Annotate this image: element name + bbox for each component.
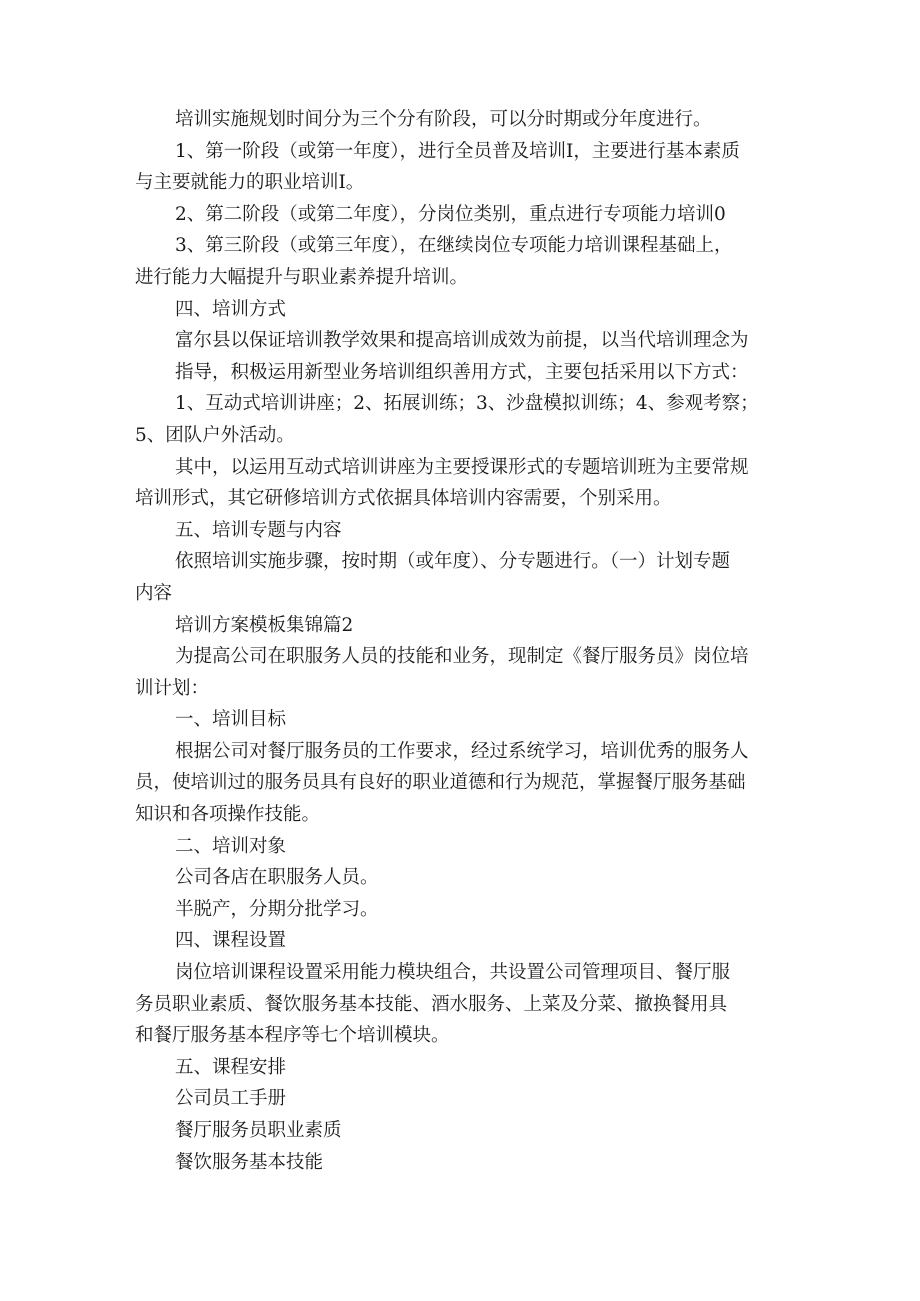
text-line: 知识和各项操作技能。: [135, 804, 321, 826]
section-heading: 二、培训对象: [175, 835, 287, 857]
section-heading: 五、课程安排: [175, 1056, 287, 1078]
text-line: 训计划：: [135, 677, 210, 699]
text-line: 培训形式，其它研修培训方式依据具体培训内容需要，个别采用。: [135, 488, 672, 510]
text-line: 与主要就能力的职业培训I。: [135, 172, 365, 194]
text-line: 餐饮服务基本技能: [175, 1151, 324, 1173]
text-line: 半脱产，分期分批学习。: [175, 898, 379, 920]
text-line: 员，使培训过的服务员具有良好的职业道德和行为规范，掌握餐厅服务基础: [135, 772, 746, 794]
text-line: 1、第一阶段（或第一年度），进行全员普及培训I，主要进行基本素质: [175, 140, 740, 162]
text-line: 和餐厅服务基本程序等七个培训模块。: [135, 1025, 450, 1047]
text-line: 依照培训实施步骤，按时期（或年度）、分专题进行。（一）计划专题: [175, 551, 731, 573]
text-line: 5、团队户外活动。: [135, 424, 295, 446]
section-heading: 一、培训目标: [175, 709, 287, 731]
text-line: 2、第二阶段（或第二年度），分岗位类别，重点进行专项能力培训0: [175, 203, 726, 225]
text-line: 公司各店在职服务人员。: [175, 867, 379, 889]
text-line: 培训实施规划时间分为三个分有阶段，可以分时期或分年度进行。: [175, 109, 712, 130]
text-line: 1、互动式培训讲座；2、拓展训练；3、沙盘模拟训练；4、参观考察；: [175, 393, 759, 415]
text-line: 岗位培训课程设置采用能力模块组合，共设置公司管理项目、餐厅服: [175, 962, 731, 984]
text-line: 内容: [135, 582, 173, 604]
text-line: 进行能力大幅提升与职业素养提升培训。: [135, 266, 469, 288]
text-line: 3、第三阶段（或第三年度），在继续岗位专项能力培训课程基础上，: [175, 235, 733, 257]
section-heading: 四、培训方式: [175, 298, 287, 320]
section-heading: 四、课程设置: [175, 930, 287, 952]
text-line: 其中，以运用互动式培训讲座为主要授课形式的专题培训班为主要常规: [175, 456, 749, 478]
text-line: 根据公司对餐厅服务员的工作要求，经过系统学习，培训优秀的服务人: [175, 740, 749, 762]
document-subtitle: 培训方案模板集锦篇2: [175, 614, 354, 636]
section-heading: 五、培训专题与内容: [175, 519, 342, 541]
text-line: 富尔县以保证培训教学效果和提高培训成效为前提，以当代培训理念为: [175, 330, 749, 352]
document-body: [135, 104, 791, 1178]
text-line: 公司员工手册: [175, 1088, 287, 1110]
text-line: 为提高公司在职服务人员的技能和业务，现制定《餐厅服务员》岗位培: [175, 646, 749, 668]
text-line: 餐厅服务员职业素质: [175, 1120, 342, 1141]
text-line: 指导，积极运用新型业务培训组织善用方式，主要包括采用以下方式：: [175, 361, 749, 383]
text-line: 务员职业素质、餐饮服务基本技能、酒水服务、上菜及分菜、撤换餐用具: [135, 993, 728, 1015]
